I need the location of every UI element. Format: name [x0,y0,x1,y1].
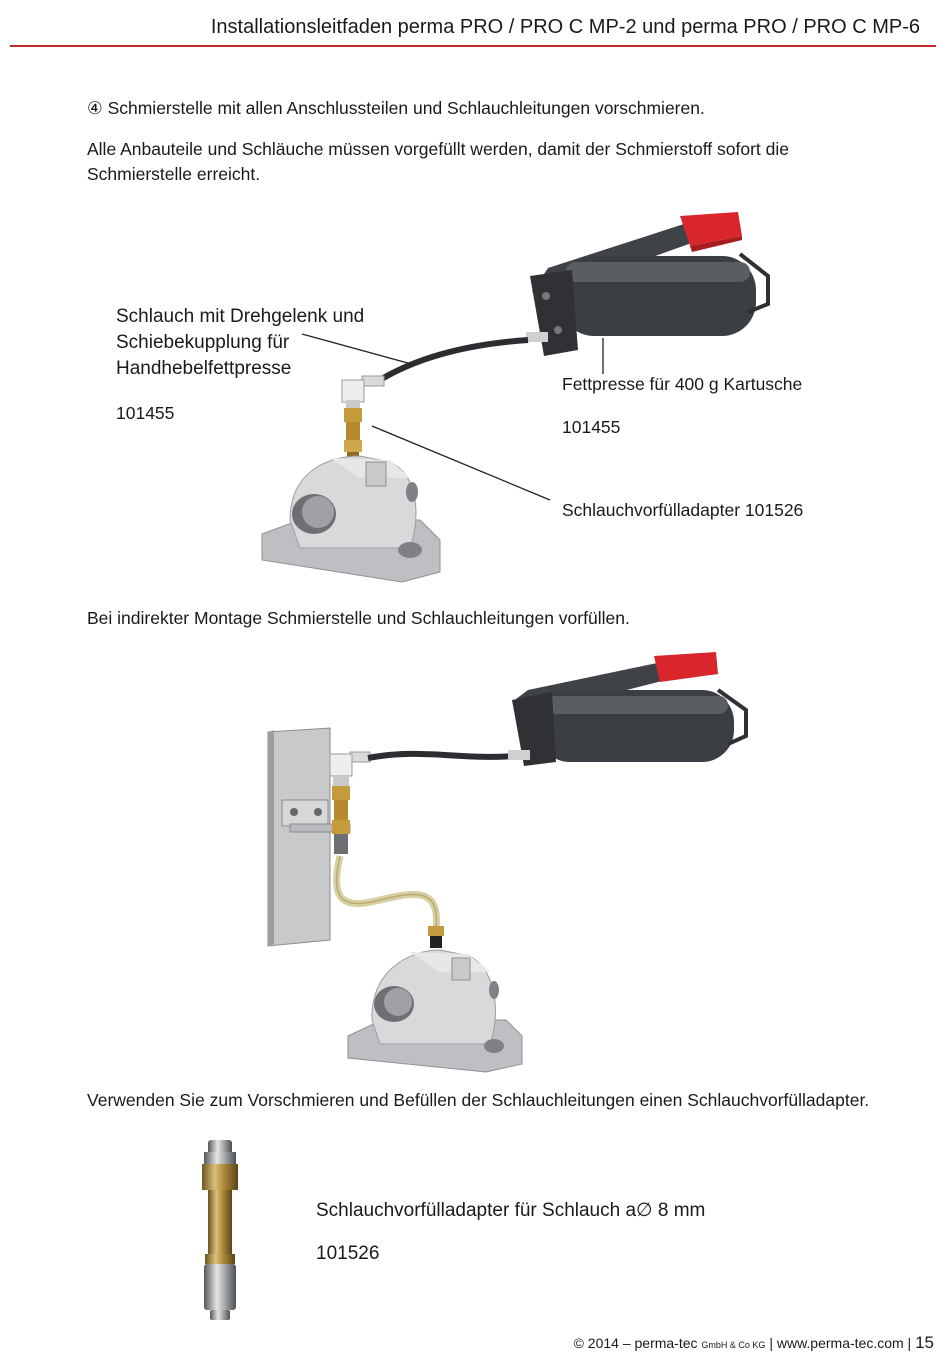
wall-fitting-image [330,752,370,854]
adapter-usage-paragraph: Verwenden Sie zum Vorschmieren und Befüllen der Schlauchleitungen einen Schlauchvorfülladapter. [87,1090,870,1110]
footer-copyright: © 2014 – perma-tec [573,1335,698,1351]
hose-label-line3: Handhebelfettpresse [116,358,292,379]
wall-plate-image [268,728,330,946]
hose-callout [116,304,364,382]
figure2-illustration [0,640,950,1080]
adapter-label: Schlauchvorfülladapter 101526 [562,500,804,520]
grease-gun-image [508,652,746,766]
intro-paragraph: Alle Anbauteile und Schläuche müssen vorgefüllt werden, damit der Schmierstoff sofort die Schmierstelle erreicht. [87,139,790,184]
bearing-block-image [348,950,522,1072]
hose-label-line2: Schiebekupplung für [116,332,290,353]
footer-website: www.perma-tec.com [776,1335,904,1351]
transparent-hose-image [337,856,437,930]
page-number: 15 [915,1333,934,1352]
swivel-elbow-image [342,376,384,462]
bearing-block-image [262,456,440,582]
page-footer [574,1333,934,1353]
footer-company-suffix: GmbH & Co KG [701,1340,766,1350]
adapter-part-number: 101526 [316,1243,380,1264]
grease-gun-label: Fettpresse für 400 g Kartusche [562,374,803,394]
hose-part-number: 101455 [116,403,175,423]
figure1-illustration [0,0,950,600]
indirect-mounting-paragraph: Bei indirekter Montage Schmierstelle und Schlauchleitungen vorfüllen. [87,608,630,628]
page-header-title: Installationsleitfaden perma PRO / PRO C MP-2 und perma PRO / PRO C MP-6 [210,16,920,38]
hose-label-line1: Schlauch mit Drehgelenk und [116,306,365,327]
hose-image [368,754,516,758]
step-number: ④ [87,98,103,118]
hose-image [380,340,528,380]
step-text: Schmierstelle mit allen Anschlussteilen und Schlauchleitungen vorschmieren. [107,98,705,118]
grease-gun-part-number: 101455 [562,417,621,437]
adapter-photo [190,1136,250,1326]
footer-separator-2: | [907,1335,912,1351]
adapter-description: Schlauchvorfülladapter für Schlauch a∅ 8 mm [316,1200,706,1221]
footer-separator: | [769,1335,773,1351]
grease-gun-image [526,212,768,356]
